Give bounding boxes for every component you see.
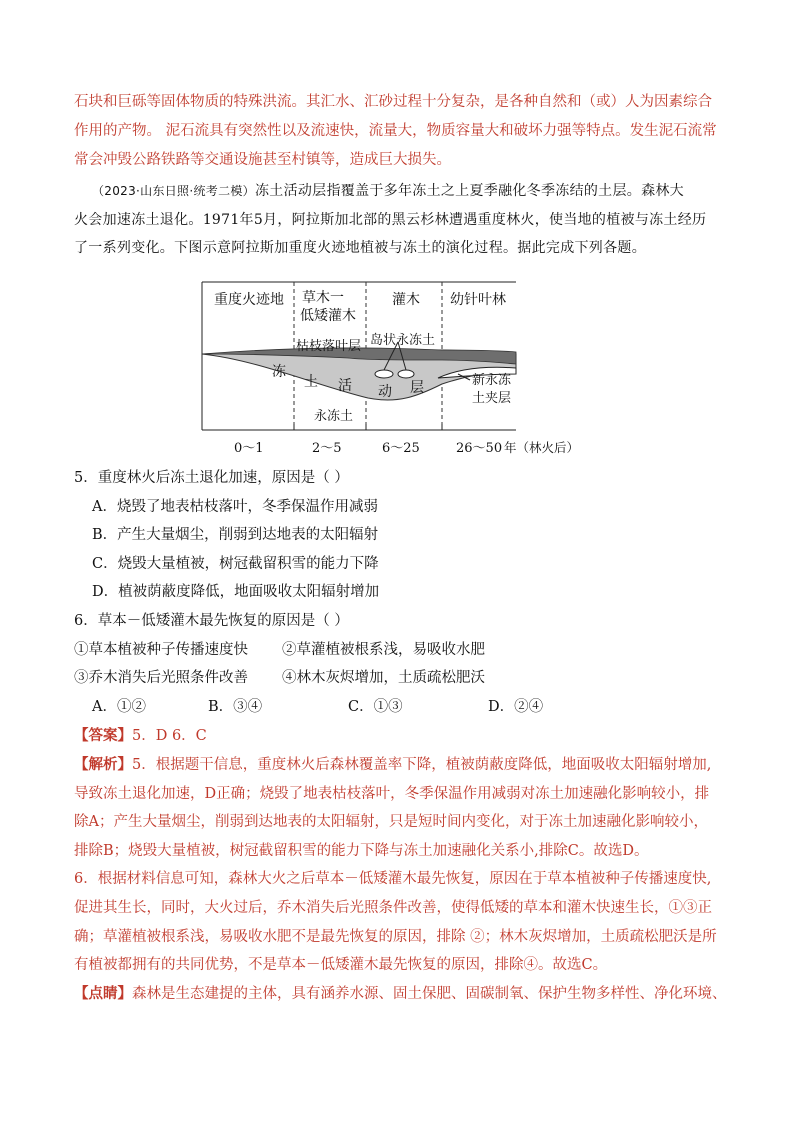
island-permafrost-2	[398, 370, 414, 378]
active-layer-char-4: 动	[378, 384, 392, 400]
stage-label-shrub: 灌木	[392, 292, 420, 308]
q6-item-2: ②草灌植被根系浅，易吸收水肥	[282, 642, 485, 658]
continuation-line-1: 石块和巨砾等固体物质的特殊洪流。其汇水、汇砂过程十分复杂，是各种自然和（或）人为因素综合	[74, 94, 712, 110]
axis-label-2: 2～5	[312, 441, 342, 456]
axis-unit-label: 年（林火后）	[504, 440, 580, 455]
continuation-line-3: 常会冲毁公路铁路等交通设施甚至村镇等，造成巨大损失。	[74, 152, 451, 168]
label-new-permafrost-2: 土夹层	[472, 391, 512, 406]
q6-item-1: ①草本植被种子传播速度快	[74, 642, 248, 658]
analysis-line-3: 除A；产生大量烟尘，削弱到达地表的太阳辐射，只是短时间内变化，对于冻土加速融化影响较小，	[74, 814, 708, 830]
intro-text-1: 冻土活动层指覆盖于多年冻土之上夏季融化冬季冻结的土层。森林大	[254, 183, 684, 199]
intro-line-2: 火会加速冻土退化。1971年5月，阿拉斯加北部的黑云杉林遭遇重度林火，使当地的植被与冻土经历	[74, 212, 707, 228]
stage-label-herb-2: 低矮灌木	[300, 308, 356, 324]
q5-option-d: D．植被荫蔽度降低，地面吸收太阳辐射增加	[92, 584, 380, 600]
label-new-permafrost-1: 新永冻	[472, 373, 512, 388]
q6-choice-b: B．③④	[208, 699, 263, 715]
continuation-line-2: 作用的产物。 泥石流具有突然性以及流速快，流量大，物质容量大和破坏力强等特点。发生泥石流常	[74, 123, 717, 139]
q5-stem: 5．重度林火后冻土退化加速，原因是（ ）	[74, 470, 349, 486]
q6-stem: 6．草本－低矮灌木最先恢复的原因是（ ）	[74, 613, 349, 629]
intro-line-3: 了一系列变化。下图示意阿拉斯加重度火迹地植被与冻土的演化过程。据此完成下列各题。	[74, 240, 646, 256]
stage-label-herb-1: 草木一	[302, 290, 344, 306]
analysis-line-2: 导致冻土退化加速，D正确；烧毁了地表枯枝落叶，冬季保温作用减弱对冻土加速融化影响较小，排	[74, 786, 710, 802]
stage-label-conifer: 幼针叶林	[450, 292, 506, 308]
analysis-line-1	[74, 755, 711, 775]
q5-option-c: C．烧毁大量植被，树冠截留积雪的能力下降	[92, 556, 379, 572]
q6-item-4: ④林木灰烬增加，土质疏松肥沃	[282, 670, 485, 686]
analysis-line-7: 确；草灌植被根系浅，易吸收水肥不是最先恢复的原因，排除 ②；林木灰烬增加，土质疏松肥沃是所	[74, 929, 717, 945]
analysis-tag: 【解析】	[74, 756, 132, 773]
intro-line-1	[92, 181, 684, 201]
label-litter-layer: 枯枝落叶层	[296, 339, 362, 354]
axis-label-3: 6～25	[382, 441, 420, 456]
active-layer-char-1: 冻	[272, 364, 286, 380]
analysis-line-5: 6．根据材料信息可知，森林大火之后草本－低矮灌木最先恢复，原因在于草本植被种子传播速度快,	[74, 871, 712, 887]
island-permafrost-1	[375, 370, 393, 378]
analysis-line-8: 有植被都拥有的共同优势，不是草本－低矮灌木最先恢复的原因，排除④。故选C。	[74, 957, 608, 973]
answer-line	[74, 726, 207, 746]
comment-tag: 【点睛】	[74, 985, 132, 1002]
q6-choice-c: C．①③	[348, 699, 403, 715]
analysis-line-4: 排除B；烧毁大量植被，树冠截留积雪的能力下降与冻土加速融化关系小,排除C。故选D。	[74, 843, 649, 859]
active-layer-char-5: 层	[410, 380, 424, 396]
label-permafrost: 永冻土	[314, 409, 354, 424]
answer-text: 5．D 6．C	[132, 728, 207, 744]
stage-label-burned: 重度火迹地	[214, 292, 284, 308]
q5-option-a: A．烧毁了地表枯枝落叶，冬季保温作用减弱	[92, 499, 378, 515]
analysis-text-1: 5．根据题干信息，重度林火后森林覆盖率下降，植被荫蔽度降低，地面吸收太阳辐射增加,	[132, 757, 712, 773]
active-layer-char-3: 活	[338, 378, 352, 394]
q6-choice-d: D．②④	[488, 699, 544, 715]
axis-label-4: 26～50	[456, 441, 503, 456]
q6-choice-a: A．①②	[92, 699, 146, 715]
comment-line	[74, 984, 727, 1004]
q6-item-3: ③乔木消失后光照条件改善	[74, 670, 248, 686]
question-source: （2023·山东日照·统考二模）	[92, 184, 255, 198]
comment-text: 森林是生态建提的主体，具有涵养水源、固土保肥、固碳制氧、保护生物多样性、净化环境、	[132, 986, 727, 1002]
label-island-permafrost: 岛状永冻土	[370, 333, 436, 348]
analysis-line-6: 促进其生长，同时，大火过后，乔木消失后光照条件改善，使得低矮的草本和灌木快速生长，①③正	[74, 900, 712, 916]
q5-option-b: B．产生大量烟尘，削弱到达地表的太阳辐射	[92, 527, 379, 543]
active-layer-char-2: 土	[304, 374, 318, 390]
axis-label-1: 0～1	[234, 441, 264, 456]
permafrost-evolution-figure	[198, 280, 598, 460]
answer-tag: 【答案】	[74, 727, 132, 744]
